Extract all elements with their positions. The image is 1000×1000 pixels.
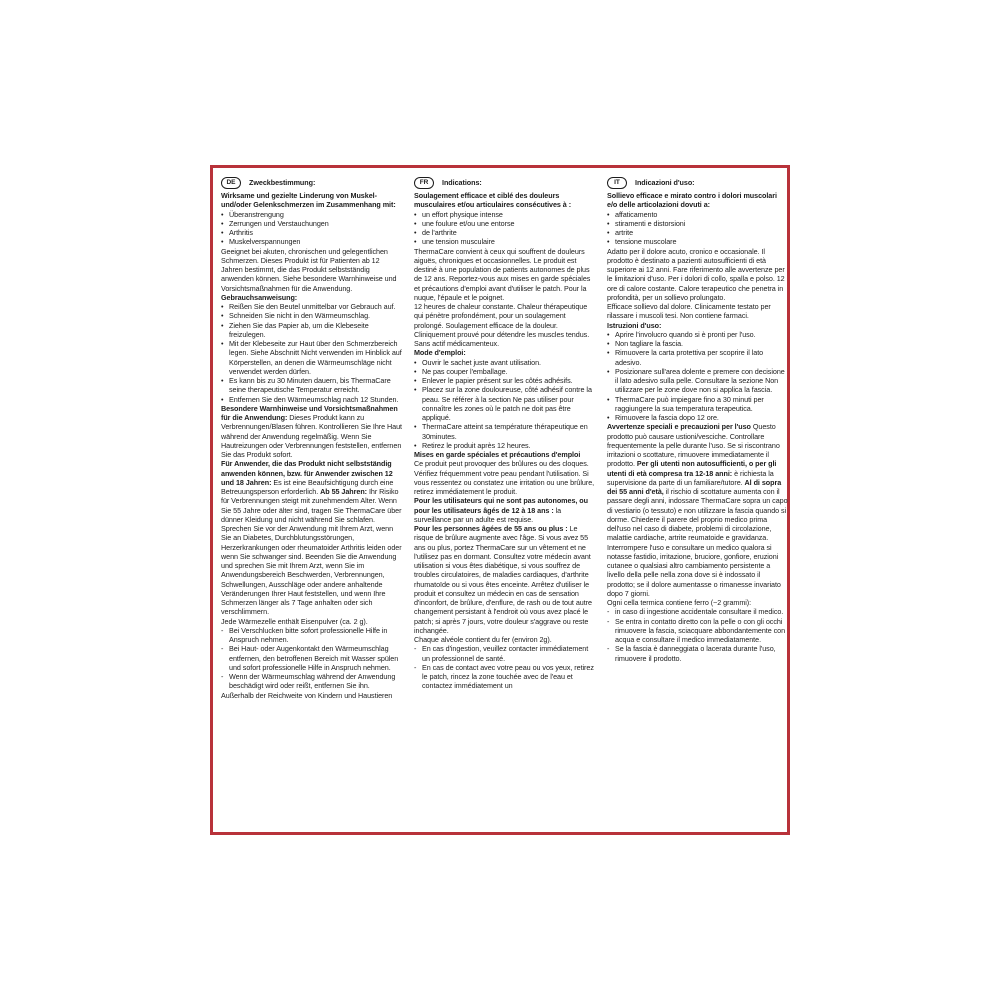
list-item: • une tension musculaire bbox=[414, 237, 596, 246]
de-tail: Außerhalb der Reichweite von Kindern und Haustieren bbox=[221, 690, 393, 700]
list-item: • Muskelverspannungen bbox=[221, 237, 403, 246]
fr-header bbox=[414, 177, 596, 189]
it-minors-text: è richiesta la supervisione da parte di un familiare/tutore. bbox=[607, 468, 774, 487]
language-badge-fr: FR bbox=[414, 177, 434, 189]
list-item: • Zerrungen und Verstauchungen bbox=[221, 219, 403, 228]
list-item: • un effort physique intense bbox=[414, 210, 596, 219]
list-item: • Aprire l'involucro quando si è pronti per l'uso. bbox=[607, 330, 789, 339]
list-item: • ThermaCare atteint sa température thérapeutique en 30minutes. bbox=[414, 422, 596, 441]
it-heading: Indicazioni d'uso: bbox=[635, 178, 695, 188]
fr-minors-text: la surveillance par un adulte est requise. bbox=[414, 505, 562, 524]
it-intro: Sollievo efficace e mirato contro i dolori muscolari e/o delle articolazioni dovuti a: bbox=[607, 191, 777, 210]
de-iron-notes bbox=[221, 626, 403, 691]
list-item: • Enlever le papier présent sur les côtés adhésifs. bbox=[414, 376, 596, 385]
fr-suitability: ThermaCare convient à ceux qui souffrent de douleurs aiguës, chroniques et occasionnelles. Le produit est destiné à une population de patients autonomes de plus de 12 ans. Reportez-vous aux mises en garde spéciales et précautions d'emploi avant d'utiliser le patch. Pour la nuque, l'épaule et le poignet. bbox=[414, 246, 591, 302]
list-item: - in caso di ingestione accidentale consultare il medico. bbox=[607, 607, 789, 616]
list-item: • artrite bbox=[607, 228, 789, 237]
de-iron: Jede Wärmezelle enthält Eisenpulver (ca. 2 g). bbox=[221, 616, 368, 626]
it-warnings-text: Questo prodotto può causare ustioni/vesciche. Controllare frequentemente la pelle durante l'uso. Se si riscontrano irritazioni o scottature, rimuovere immediatamente il prodotto. bbox=[607, 422, 780, 469]
column-de bbox=[221, 177, 403, 827]
fr-intro: Soulagement efficace et ciblé des douleurs musculaires et/ou articulaires consécutives à : bbox=[414, 191, 572, 210]
it-minors-heading: Per gli utenti non autosufficienti, o per gli utenti di età compresa tra 12-18 anni: bbox=[607, 459, 777, 478]
de-intro: Wirksame und gezielte Linderung von Muskel- und/oder Gelenkschmerzen im Zusammenhang mit: bbox=[221, 191, 396, 210]
column-it bbox=[607, 177, 789, 827]
de-header bbox=[221, 177, 403, 189]
list-item: • Entfernen Sie den Wärmeumschlag nach 12 Stunden. bbox=[221, 395, 403, 404]
list-item: • Es kann bis zu 30 Minuten dauern, bis ThermaCare seine therapeutische Temperatur erreicht. bbox=[221, 376, 403, 395]
de-warnings-heading: Besondere Warnhinweise und Vorsichtsmaßnahmen für die Anwendung: bbox=[221, 403, 398, 422]
list-item: • Ne pas couper l'emballage. bbox=[414, 367, 596, 376]
list-item: • Ziehen Sie das Papier ab, um die Klebeseite freizulegen. bbox=[221, 321, 403, 340]
fr-warnings-text: Ce produit peut provoquer des brûlures ou des cloques. Vérifiez fréquemment votre peau pendant l'utilisation. Si vous ressentez ou constatez une irritation ou une brûlure, retirez immédiatement le produit. bbox=[414, 459, 595, 496]
list-item: - En cas d'ingestion, veuillez contacter immédiatement un professionnel de santé. bbox=[414, 644, 596, 663]
fr-heat: 12 heures de chaleur constante. Chaleur thérapeutique qui pénètre profondément, pour un soulagement prolongé. Soulagement efficace de la douleur. Cliniquement prouvé pour détendre les muscles tendus. Sans actif médicamenteux. bbox=[414, 302, 590, 348]
de-heading: Zweckbestimmung: bbox=[249, 178, 316, 188]
it-warnings-heading: Avvertenze speciali e precauzioni per l'uso bbox=[607, 422, 751, 432]
it-header bbox=[607, 177, 789, 189]
de-age55-text: Ihr Risiko für Verbrennungen steigt mit zunehmendem Alter. Wenn Sie 55 Jahre oder älter sind, tragen Sie ThermaCare über dünner Kleidung und nicht während Sie schlafen. Sprechen Sie vor der Anwendung mit Ihrem Arzt, wenn Sie an Diabetes, Durchblutungsstörungen, Herzerkrankungen oder rheumatoider Arthritis leiden oder wenn Sie schwanger sind. Beenden Sie die Anwendung und sprechen Sie mit Ihrem Arzt, wenn Sie im Anwendungsbereich Beschwerden, Verbrennungen, Schwellungen, Ausschläge oder andere anhaltende Veränderungen Ihrer Haut feststellen, und wenn Ihre Schmerzen länger als 7 Tage anhalten oder sich verschlimmern. bbox=[221, 487, 402, 617]
list-item: - Se entra in contatto diretto con la pelle o con gli occhi rimuovere la fascia, sciacquare abbondantemente con acqua e consultare il medico immediatamente. bbox=[607, 617, 789, 645]
language-badge-de: DE bbox=[221, 177, 241, 189]
it-steps bbox=[607, 330, 789, 423]
language-badge-it: IT bbox=[607, 177, 627, 189]
fr-age55-heading: Pour les personnes âgées de 55 ans ou plus : bbox=[414, 524, 568, 533]
list-item: • Rimuovere la carta protettiva per scoprire il lato adesivo. bbox=[607, 348, 789, 367]
list-item: • Arthritis bbox=[221, 228, 403, 237]
list-item: - En cas de contact avec votre peau ou vos yeux, retirez le patch, rincez la zone touchée avec de l'eau et contactez immédiatement un bbox=[414, 663, 596, 691]
de-usage-heading: Gebrauchsanweisung: bbox=[221, 292, 298, 302]
list-item: • Ouvrir le sachet juste avant utilisation. bbox=[414, 358, 596, 367]
de-age55-heading: Ab 55 Jahren: bbox=[320, 487, 368, 496]
it-effect: Efficace sollievo dal dolore. Clinicamente testato per rilassare i muscoli tesi. Non contiene farmaci. bbox=[607, 302, 771, 321]
list-item: • Reißen Sie den Beutel unmittelbar vor Gebrauch auf. bbox=[221, 302, 403, 311]
list-item: - Se la fascia è danneggiata o lacerata durante l'uso, rimuovere il prodotto. bbox=[607, 644, 789, 663]
de-suitability: Geeignet bei akuten, chronischen und gelegentlichen Schmerzen. Dieses Produkt ist für Patienten ab 12 Jahren bestimmt, die das Produkt selbstständig anwenden können. Siehe besondere Warnhinweise und Vorsichtsmaßnahmen für die Anwendung. bbox=[221, 246, 397, 293]
de-minors-heading: Für Anwender, die das Produkt nicht selbstständig anwenden können, bzw. für Anwender zwischen 12 und 18 Jahren: bbox=[221, 459, 393, 487]
it-age55-text: il rischio di scottature aumenta con il passare degli anni, indossare ThermaCare sopra un capo di vestiario (o tessuto) e non utilizzare la fascia quando si dorme. Chiedere il parere del proprio medico prima dell'uso nel caso di diabete, problemi di circolazione, malattie cardiache, artrite reumatoide e gravidanza. Interrompere l'uso e consultare un medico qualora si notasse fastidio, irritazione, bruciore, gonfiore, eruzioni cutanee o qualsiasi altro cambiamento persistente a livello della pelle nella zona dove si è indossato il prodotto; se il dolore aumentasse o rimanesse invariato dopo 7 giorni. bbox=[607, 487, 788, 598]
it-iron: Ogni cella termica contiene ferro (~2 grammi): bbox=[607, 598, 752, 607]
list-item: • Retirez le produit après 12 heures. bbox=[414, 441, 596, 450]
list-item: • affaticamento bbox=[607, 210, 789, 219]
fr-steps bbox=[414, 358, 596, 451]
it-conditions bbox=[607, 210, 789, 247]
it-usage-heading: Istruzioni d'uso: bbox=[607, 320, 662, 330]
fr-conditions bbox=[414, 210, 596, 247]
fr-warnings-heading: Mises en garde spéciales et précautions d'emploi bbox=[414, 450, 581, 459]
list-item: • Posizionare sull'area dolente e premere con decisione il lato adesivo sulla pelle. Consultare la sezione Non utilizzare per le zone dove non si applica la fascia. bbox=[607, 367, 789, 395]
de-steps bbox=[221, 302, 403, 404]
list-item: • tensione muscolare bbox=[607, 237, 789, 246]
fr-heading: Indications: bbox=[442, 178, 482, 188]
list-item: - Bei Haut- oder Augenkontakt den Wärmeumschlag entfernen, den betroffenen Bereich mit Wasser spülen und sofort professionelle Hilfe in Anspruch nehmen. bbox=[221, 644, 403, 672]
fr-iron: Chaque alvéole contient du fer (environ 2g). bbox=[414, 635, 552, 644]
list-item: • stiramenti e distorsioni bbox=[607, 219, 789, 228]
list-item: • une foulure et/ou une entorse bbox=[414, 219, 596, 228]
de-minors-text: Es ist eine Beaufsichtigung durch eine Betreuungsperson erforderlich. bbox=[221, 477, 394, 496]
list-item: • Non tagliare la fascia. bbox=[607, 339, 789, 348]
list-item: • Mit der Klebeseite zur Haut über den Schmerzbereich legen. Siehe Abschnitt Nicht verwenden im Hinblick auf Körperstellen, an denen die Wärmeumschläge nicht verwendet werden dürfen. bbox=[221, 339, 403, 376]
fr-usage-heading: Mode d'emploi: bbox=[414, 348, 466, 358]
de-warnings-text: Dieses Produkt kann zu Verbrennungen/Blasen führen. Kontrollieren Sie Ihre Haut während der Anwendung regelmäßig. Wenn Sie Hautreizungen oder Verbrennungen feststellen, entfernen Sie das Produkt sofort. bbox=[221, 413, 403, 459]
list-item: • Placez sur la zone douloureuse, côté adhésif contre la peau. Se référer à la section Ne pas utiliser pour connaître les zones où le patch ne doit pas être appliqué. bbox=[414, 385, 596, 422]
list-item: • Rimuovere la fascia dopo 12 ore. bbox=[607, 413, 789, 422]
column-fr bbox=[414, 177, 596, 827]
it-iron-notes bbox=[607, 607, 789, 663]
list-item: • Schneiden Sie nicht in den Wärmeumschlag. bbox=[221, 311, 403, 320]
fr-minors-heading: Pour les utilisateurs qui ne sont pas autonomes, ou pour les utilisateurs âgés de 12 à 18 ans : bbox=[414, 496, 588, 515]
fr-age55-text: Le risque de brûlure augmente avec l'âge. Si vous avez 55 ans ou plus, portez ThermaCare sur un vêtement et ne l'utilisez pas en dormant. Consultez votre médecin avant utilisation si vous êtes diabétique, si vous souffrez de troubles circulatoires, de maladies cardiaques, d'arthrite rhumatoïde ou si vous êtes enceinte. Arrêtez d'utiliser le produit et consultez un médecin en cas de sensation d'inconfort, de brûlure, d'enflure, de rash ou de tout autre changement persistant à l'endroit où vous avez placé le patch; si après 7 jours, votre douleur s'aggrave ou reste inchangée. bbox=[414, 524, 592, 635]
list-item: • de l'arthrite bbox=[414, 228, 596, 237]
it-suitability: Adatto per il dolore acuto, cronico e occasionale. Il prodotto è destinato a pazienti autosufficienti di età superiore ai 12 anni. Fare riferimento alle avvertenze per le limitazioni d'uso. Per i dolori di collo, spalla e polso. 12 ore di calore costante. Calore terapeutico che penetra in profondità, per un sollievo prolungato. bbox=[607, 246, 785, 302]
it-age55-heading: Al di sopra dei 55 anni d'età, bbox=[607, 477, 782, 496]
list-item: - Bei Verschlucken bitte sofort professionelle Hilfe in Anspruch nehmen. bbox=[221, 626, 403, 645]
de-conditions bbox=[221, 210, 403, 247]
leaflet-frame bbox=[210, 165, 790, 835]
list-item: - Wenn der Wärmeumschlag während der Anwendung beschädigt wird oder reißt, entfernen Sie ihn. bbox=[221, 672, 403, 691]
fr-iron-notes bbox=[414, 644, 596, 690]
list-item: • Überanstrengung bbox=[221, 210, 403, 219]
list-item: • ThermaCare può impiegare fino a 30 minuti per raggiungere la sua temperatura terapeutica. bbox=[607, 395, 789, 414]
